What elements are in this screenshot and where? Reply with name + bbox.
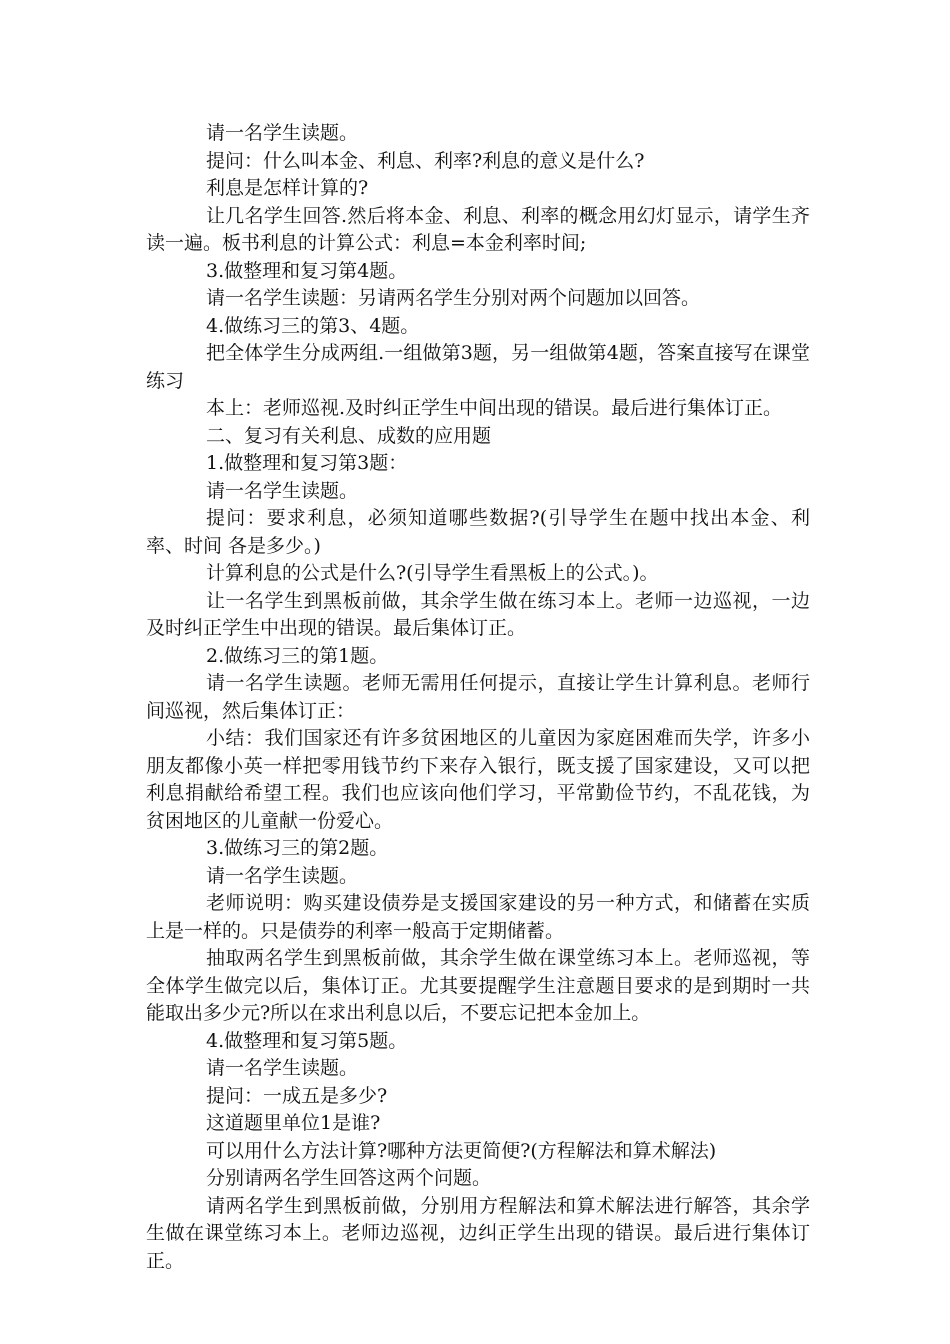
paragraph: 提问：一成五是多少?	[206, 1084, 388, 1107]
paragraph: 请一名学生读题：另请两名学生分别对两个问题加以回答。	[206, 287, 701, 309]
paragraph: 抽取两名学生到黑板前做，其余学生做在课堂练习本上。老师巡视，等全体学生做完以后，集体订正。尤其要提醒学生注意题目要求的是到期时一共能取出多少元?所以在求出利息以后，不要忘记把本金加上。	[146, 947, 810, 1024]
paragraph: 请两名学生到黑板前做，分别用方程解法和算术解法进行解答，其余学生做在课堂练习本上。老师边巡视，边纠正学生出现的错误。最后进行集体订正。	[146, 1194, 810, 1272]
paragraph: 利息是怎样计算的?	[206, 177, 369, 199]
paragraph: 请一名学生读题。	[206, 1057, 359, 1079]
paragraph: 让几名学生回答.然后将本金、利息、利率的概念用幻灯显示，请学生齐读一遍。板书利息的计算公式：利息=本金利率时间;	[146, 204, 810, 254]
paragraph: 2.做练习三的第1题。	[206, 644, 389, 667]
paragraph: 请一名学生读题。	[206, 122, 359, 144]
paragraph: 分别请两名学生回答这两个问题。	[206, 1167, 492, 1189]
paragraph: 3.做整理和复习第4题。	[206, 259, 408, 282]
paragraph: 老师说明：购买建设债券是支援国家建设的另一种方式，和储蓄在实质上是一样的。只是债券的利率一般高于定期储蓄。	[146, 892, 810, 942]
paragraph: 请一名学生读题。老师无需用任何提示，直接让学生计算利息。老师行间巡视，然后集体订正：	[146, 672, 810, 722]
paragraph: 请一名学生读题。	[206, 479, 359, 502]
paragraph: 提问：要求利息，必须知道哪些数据?(引导学生在题中找出本金、利率、时间 各是多少。)	[146, 507, 810, 557]
paragraph: 3.做练习三的第2题。	[206, 837, 389, 859]
paragraph: 4.做整理和复习第5题。	[206, 1029, 408, 1052]
paragraph: 计算利息的公式是什么?(引导学生看黑板上的公式。)。	[206, 562, 659, 584]
document-body	[146, 120, 810, 1275]
paragraph: 这道题里单位1是谁?	[206, 1112, 381, 1134]
paragraph: 把全体学生分成两组.一组做第3题，另一组做第4题，答案直接写在课堂练习	[146, 342, 810, 392]
paragraph: 本上：老师巡视.及时纠正学生中间出现的错误。最后进行集体订正。	[206, 397, 783, 419]
paragraph: 让一名学生到黑板前做，其余学生做在练习本上。老师一边巡视，一边及时纠正学生中出现的错误。最后集体订正。	[146, 589, 810, 639]
paragraph: 提问：什么叫本金、利息、利率?利息的意义是什么?	[206, 149, 645, 172]
paragraph: 1.做整理和复习第3题：	[206, 452, 408, 474]
paragraph: 可以用什么方法计算?哪种方法更简便?(方程解法和算术解法)	[206, 1139, 717, 1162]
paragraph: 请一名学生读题。	[206, 864, 359, 887]
paragraph: 小结：我们国家还有许多贫困地区的儿童因为家庭困难而失学，许多小朋友都像小英一样把零用钱节约下来存入银行，既支援了国家建设，又可以把利息捐献给希望工程。我们也应该向他们学习，平常勤俭节约，不乱花钱，为贫困地区的儿童献一份爱心。	[146, 727, 810, 832]
section-heading: 二、复习有关利息、成数的应用题	[206, 424, 492, 447]
paragraph: 4.做练习三的第3、4题。	[206, 314, 420, 337]
